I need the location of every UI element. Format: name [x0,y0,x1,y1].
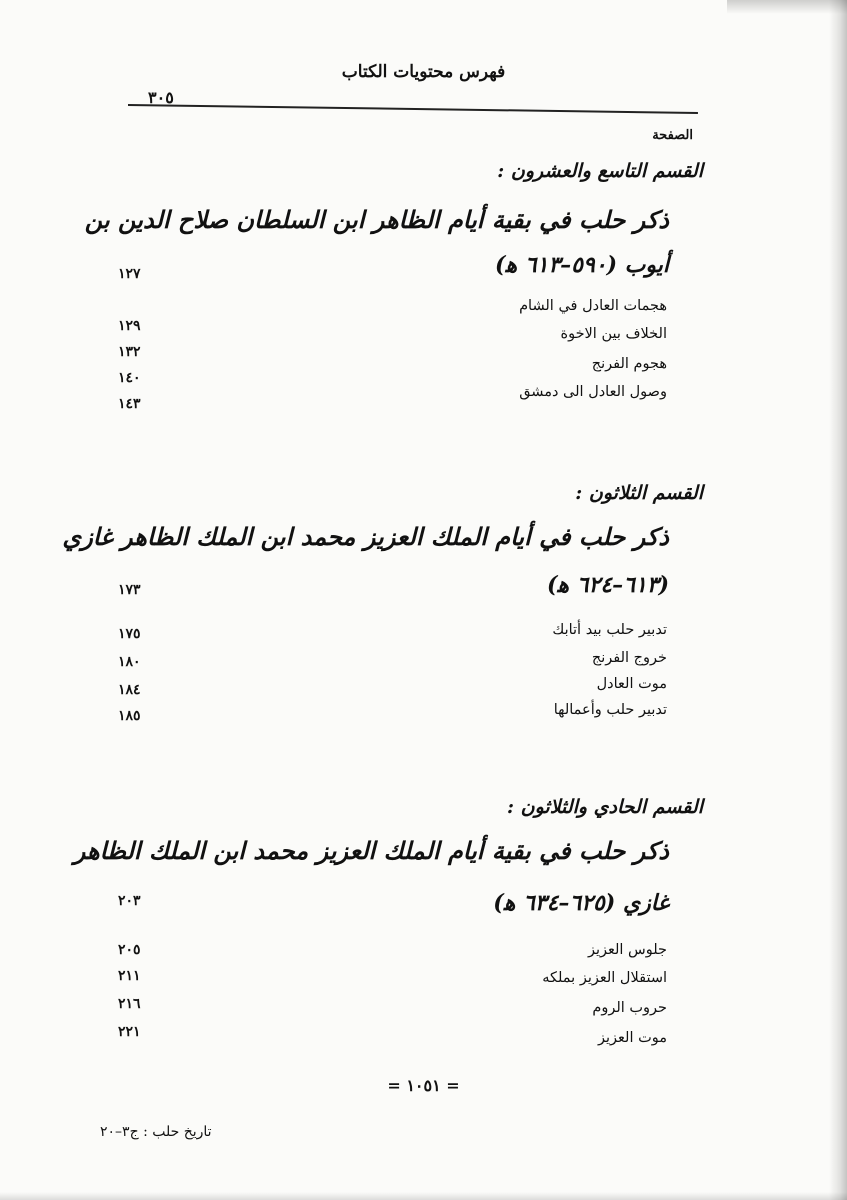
section-heading-page: ١٧٣ [118,582,141,598]
entry-page: ٢٠٥ [118,942,141,958]
scan-bottom-shadow [0,1192,847,1200]
footer-signature: تاريخ حلب : ج٣–٢٠ [100,1124,212,1140]
entry-title: موت العادل [596,676,667,692]
section-heading-page: ١٢٧ [118,266,141,282]
entry-title: هجوم الفرنج [591,356,667,372]
section-heading-continued: (٦١٣–٦٢٤ ﻫ) [547,572,669,598]
entry-page: ١٢٩ [118,318,141,334]
section-heading-page: ٢٠٣ [118,893,141,909]
entry-title: خروج الفرنج [591,650,667,666]
entry-page: ٢١١ [118,968,141,984]
entry-page: ١٨٠ [118,654,141,670]
entry-title: حروب الروم [592,1000,667,1016]
entry-page: ١٨٤ [118,682,141,698]
running-title: فهرس محتويات الكتاب [341,62,506,82]
scan-corner-shadow [727,0,847,14]
entry-title: الخلاف بين الاخوة [560,326,667,342]
entry-page: ١٨٥ [118,708,141,724]
entry-title: وصول العادل الى دمشق [519,384,667,400]
entry-title: هجمات العادل في الشام [519,298,667,314]
section-heading: ذكر حلب في أيام الملك العزيز محمد ابن الملك الظاهر غازي [62,522,669,551]
entry-page: ١٣٢ [118,344,141,360]
entry-title: موت العزيز [598,1030,667,1046]
page-column-label: الصفحة [652,128,693,143]
entry-title: تدبير حلب بيد أتابك [552,622,667,638]
section-title: القسم الثلاثون : [575,482,703,504]
entry-page: ٢٢١ [118,1024,141,1040]
total-count: = ١٠٥١ = [387,1076,460,1095]
header-rule [128,104,698,114]
entry-title: تدبير حلب وأعمالها [553,702,667,718]
scan-edge-shadow [829,0,847,1200]
entry-page: ١٧٥ [118,626,141,642]
page-number: ٣٠٥ [148,88,174,107]
section-heading: ذكر حلب في بقية أيام الملك العزيز محمد ابن الملك الظاهر [73,836,669,865]
section-heading: ذكر حلب في بقية أيام الظاهر ابن السلطان صلاح الدين بن [84,205,669,234]
entry-title: استقلال العزيز بملكه [542,970,667,986]
section-heading-continued: غازي (٦٢٥–٦٣٤ ﻫ) [493,890,669,916]
entry-page: ١٤٠ [118,370,141,386]
section-heading-continued: أيوب (٥٩٠–٦١٣ ﻫ) [495,252,669,278]
entry-page: ١٤٣ [118,396,141,412]
entry-title: جلوس العزيز [587,942,667,958]
section-title: القسم التاسع والعشرون : [497,160,703,182]
entry-page: ٢١٦ [118,996,141,1012]
section-title: القسم الحادي والثلاثون : [507,796,703,818]
